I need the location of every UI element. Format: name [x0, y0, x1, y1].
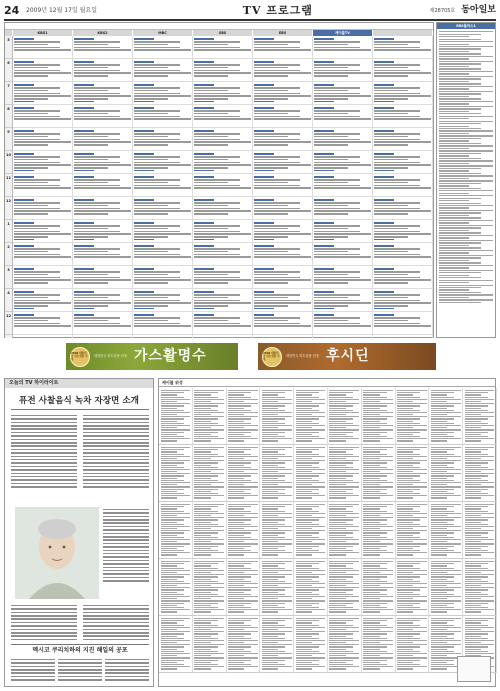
- program-cell: [133, 105, 192, 128]
- channel-column: [373, 36, 433, 338]
- cable-channel-block: [227, 559, 261, 616]
- program-cell: [193, 128, 252, 151]
- cable-channel-block: [396, 559, 430, 616]
- time-slot: 3: [5, 266, 12, 289]
- cable-channel-block: [294, 616, 328, 673]
- program-cell: [133, 36, 192, 59]
- right-panel-listing: [437, 29, 495, 305]
- time-slot: 6: [5, 59, 12, 82]
- program-cell: [373, 36, 432, 59]
- cable-channel-block: [159, 445, 193, 502]
- highlight-article: [4, 378, 154, 687]
- program-cell: [73, 82, 132, 105]
- cable-channel-block: [294, 445, 328, 502]
- time-column: [5, 36, 13, 338]
- time-slot: 2: [5, 243, 12, 266]
- program-cell: [373, 174, 432, 197]
- program-cell: [193, 197, 252, 220]
- article-body-column: [58, 657, 102, 683]
- program-cell: [133, 59, 192, 82]
- program-cell: [73, 220, 132, 243]
- cable-channel-block: [260, 445, 294, 502]
- article-section-bar: 오늘의 TV 하이라이트: [5, 379, 153, 388]
- advertisement-banner[interactable]: [66, 343, 238, 370]
- cable-channel-block: [429, 445, 463, 502]
- program-cell: [13, 266, 72, 289]
- time-slot: 1: [5, 220, 12, 243]
- time-slot: 5: [5, 36, 12, 59]
- program-cell: [73, 312, 132, 335]
- program-cell: [73, 197, 132, 220]
- portrait-image: [15, 507, 99, 599]
- program-cell: [373, 243, 432, 266]
- time-slot: 11: [5, 174, 12, 197]
- program-cell: [313, 289, 372, 312]
- program-cell: [373, 312, 432, 335]
- article-body-column: [11, 657, 55, 683]
- cable-channel-block: [396, 445, 430, 502]
- cable-channel-block: [429, 388, 463, 445]
- program-cell: [193, 151, 252, 174]
- article-body-column: [11, 413, 77, 489]
- page-number: 24: [4, 4, 20, 18]
- program-cell: [133, 312, 192, 335]
- article-body-column: [105, 657, 149, 683]
- program-cell: [253, 128, 312, 151]
- program-cell: [193, 266, 252, 289]
- cable-listings: [158, 378, 496, 687]
- program-cell: [313, 243, 372, 266]
- program-cell: [73, 105, 132, 128]
- program-cell: [193, 82, 252, 105]
- program-cell: [13, 59, 72, 82]
- cable-channel-block: [294, 388, 328, 445]
- cable-channel-block: [227, 388, 261, 445]
- cable-channel-block: [429, 502, 463, 559]
- channel-column: [313, 36, 373, 338]
- program-cell: [253, 243, 312, 266]
- cable-channel-block: [193, 388, 227, 445]
- cable-channel-block: [159, 616, 193, 673]
- cable-channel-block: [193, 502, 227, 559]
- cable-channel-block: [328, 445, 362, 502]
- program-cell: [253, 312, 312, 335]
- program-cell: [373, 105, 432, 128]
- program-cell: [373, 128, 432, 151]
- program-cell: [373, 266, 432, 289]
- header-rule: [4, 19, 496, 21]
- time-slot: 9: [5, 128, 12, 151]
- program-cell: [73, 128, 132, 151]
- publication-date: 2009년 12월 17일 월요일: [26, 7, 98, 15]
- channel-column: [73, 36, 133, 338]
- cable-channel-block: [362, 445, 396, 502]
- article-body-column: [103, 507, 149, 583]
- program-cell: [193, 174, 252, 197]
- program-cell: [133, 174, 192, 197]
- tv-schedule-grid: [4, 22, 434, 338]
- article-photo: [15, 507, 99, 599]
- cable-channel-block: [294, 502, 328, 559]
- program-cell: [13, 151, 72, 174]
- program-cell: [73, 243, 132, 266]
- cable-channel-block: [463, 502, 497, 559]
- program-cell: [13, 197, 72, 220]
- program-cell: [373, 59, 432, 82]
- cable-channel-block: [362, 502, 396, 559]
- cable-channel-block: [227, 445, 261, 502]
- divider: [11, 644, 149, 645]
- program-cell: [133, 266, 192, 289]
- cable-channel-block: [463, 559, 497, 616]
- program-cell: [313, 128, 372, 151]
- program-cell: [133, 151, 192, 174]
- article-subheadline: 멕시코 쿠리치하의 지진 해일의 공포: [32, 647, 128, 654]
- cable-channel-block: [362, 559, 396, 616]
- program-cell: [73, 36, 132, 59]
- cable-channel-block: [362, 616, 396, 673]
- cable-channel-block: [396, 502, 430, 559]
- program-cell: [133, 243, 192, 266]
- program-cell: [73, 59, 132, 82]
- program-cell: [253, 151, 312, 174]
- channel-header-cable: 케이블TV: [313, 30, 373, 36]
- cable-channel-block: [159, 388, 193, 445]
- program-cell: [133, 82, 192, 105]
- cable-channel-block: [260, 616, 294, 673]
- program-cell: [253, 266, 312, 289]
- channel-header-ebs: EBS: [253, 30, 313, 36]
- time-slot: 4: [5, 289, 12, 312]
- article-body-column: [11, 603, 77, 642]
- program-cell: [13, 220, 72, 243]
- grid-body: [5, 36, 433, 338]
- program-cell: [313, 82, 372, 105]
- cable-channel-block: [396, 388, 430, 445]
- program-cell: [13, 289, 72, 312]
- cable-channel-block: [193, 616, 227, 673]
- program-cell: [313, 59, 372, 82]
- program-cell: [253, 82, 312, 105]
- program-cell: [253, 59, 312, 82]
- cable-channel-block: [328, 502, 362, 559]
- program-cell: [13, 82, 72, 105]
- cable-header: [159, 379, 495, 387]
- program-cell: [313, 197, 372, 220]
- program-cell: [313, 312, 372, 335]
- cable-channel-block: [193, 559, 227, 616]
- program-cell: [253, 197, 312, 220]
- program-cell: [13, 105, 72, 128]
- cable-channel-block: [328, 388, 362, 445]
- cable-channel-block: [429, 559, 463, 616]
- program-cell: [313, 266, 372, 289]
- right-panel-header: EBS플러스1: [437, 23, 495, 29]
- program-cell: [193, 289, 252, 312]
- ad-tagline: 대한민국 히트상품 선정: [286, 353, 319, 358]
- ad-brand-name: 가스활명수: [134, 347, 207, 364]
- program-cell: [13, 243, 72, 266]
- program-cell: [373, 220, 432, 243]
- channel-column: [193, 36, 253, 338]
- program-cell: [373, 289, 432, 312]
- program-cell: [373, 82, 432, 105]
- right-listing-panel: [436, 22, 496, 338]
- cable-channel-block: [159, 502, 193, 559]
- program-cell: [73, 174, 132, 197]
- program-cell: [193, 312, 252, 335]
- cable-channel-block: [260, 502, 294, 559]
- program-cell: [253, 36, 312, 59]
- cable-channel-block: [260, 388, 294, 445]
- cable-channel-block: [362, 388, 396, 445]
- program-cell: [253, 220, 312, 243]
- program-cell: [193, 105, 252, 128]
- section-title: TV 프로그램: [242, 4, 313, 18]
- cable-channel-block: [396, 616, 430, 673]
- award-seal-icon: 2008 대한민국 히트상품 수상: [262, 347, 282, 367]
- cable-grid: [159, 388, 497, 673]
- program-cell: [133, 289, 192, 312]
- program-cell: [13, 312, 72, 335]
- program-cell: [193, 59, 252, 82]
- program-cell: [133, 220, 192, 243]
- program-cell: [73, 289, 132, 312]
- program-cell: [373, 197, 432, 220]
- cable-channel-block: [463, 388, 497, 445]
- program-cell: [313, 151, 372, 174]
- program-cell: [13, 36, 72, 59]
- time-slot: 8: [5, 105, 12, 128]
- cable-channel-block: [227, 616, 261, 673]
- time-slot: 12: [5, 312, 12, 335]
- cable-channel-block: [463, 445, 497, 502]
- award-seal-icon: 2008 대한민국 히트상품 수상: [70, 347, 90, 367]
- channel-header-kbs1: KBS1: [13, 30, 73, 36]
- program-cell: [193, 243, 252, 266]
- cable-channel-block: [328, 559, 362, 616]
- program-cell: [373, 151, 432, 174]
- newspaper-colophon: [457, 656, 491, 682]
- divider: [11, 409, 149, 410]
- grid-legend: [5, 23, 433, 30]
- time-slot: 10: [5, 151, 12, 174]
- program-cell: [313, 174, 372, 197]
- program-cell: [313, 220, 372, 243]
- cable-channel-block: [260, 559, 294, 616]
- program-cell: [253, 105, 312, 128]
- channel-column: [253, 36, 313, 338]
- ad-tagline: 대한민국 히트상품 선정: [94, 353, 127, 358]
- article-body-column: [83, 413, 149, 489]
- program-cell: [13, 128, 72, 151]
- advertisement-banner[interactable]: [258, 343, 436, 370]
- program-cell: [73, 151, 132, 174]
- program-cell: [253, 289, 312, 312]
- cable-channel-block: [193, 445, 227, 502]
- program-cell: [313, 36, 372, 59]
- article-headline: 퓨전 사찰음식 녹차 자장면 소개: [19, 396, 139, 406]
- channel-column: [133, 36, 193, 338]
- program-cell: [133, 128, 192, 151]
- channel-header-kbs2: KBS2: [73, 30, 133, 36]
- cable-channel-block: [227, 502, 261, 559]
- newspaper-logo: 동아일보: [461, 5, 496, 16]
- time-slot: 7: [5, 82, 12, 105]
- time-slot: 12: [5, 197, 12, 220]
- program-cell: [193, 36, 252, 59]
- cable-channel-block: [328, 616, 362, 673]
- channel-header-mbc: MBC: [133, 30, 193, 36]
- channel-column: [13, 36, 73, 338]
- article-body-column: [83, 603, 149, 642]
- cable-channel-block: [294, 559, 328, 616]
- channel-header-sbs: SBS: [193, 30, 253, 36]
- cable-channel-block: [159, 559, 193, 616]
- edition-number: 제28705호: [429, 7, 456, 14]
- program-cell: [193, 220, 252, 243]
- program-cell: [253, 174, 312, 197]
- page-header: [4, 4, 496, 18]
- cable-section-title: 케이블 위성: [162, 380, 183, 385]
- program-cell: [133, 197, 192, 220]
- program-cell: [13, 174, 72, 197]
- ad-brand-name: 후시딘: [326, 347, 370, 364]
- program-cell: [313, 105, 372, 128]
- program-cell: [73, 266, 132, 289]
